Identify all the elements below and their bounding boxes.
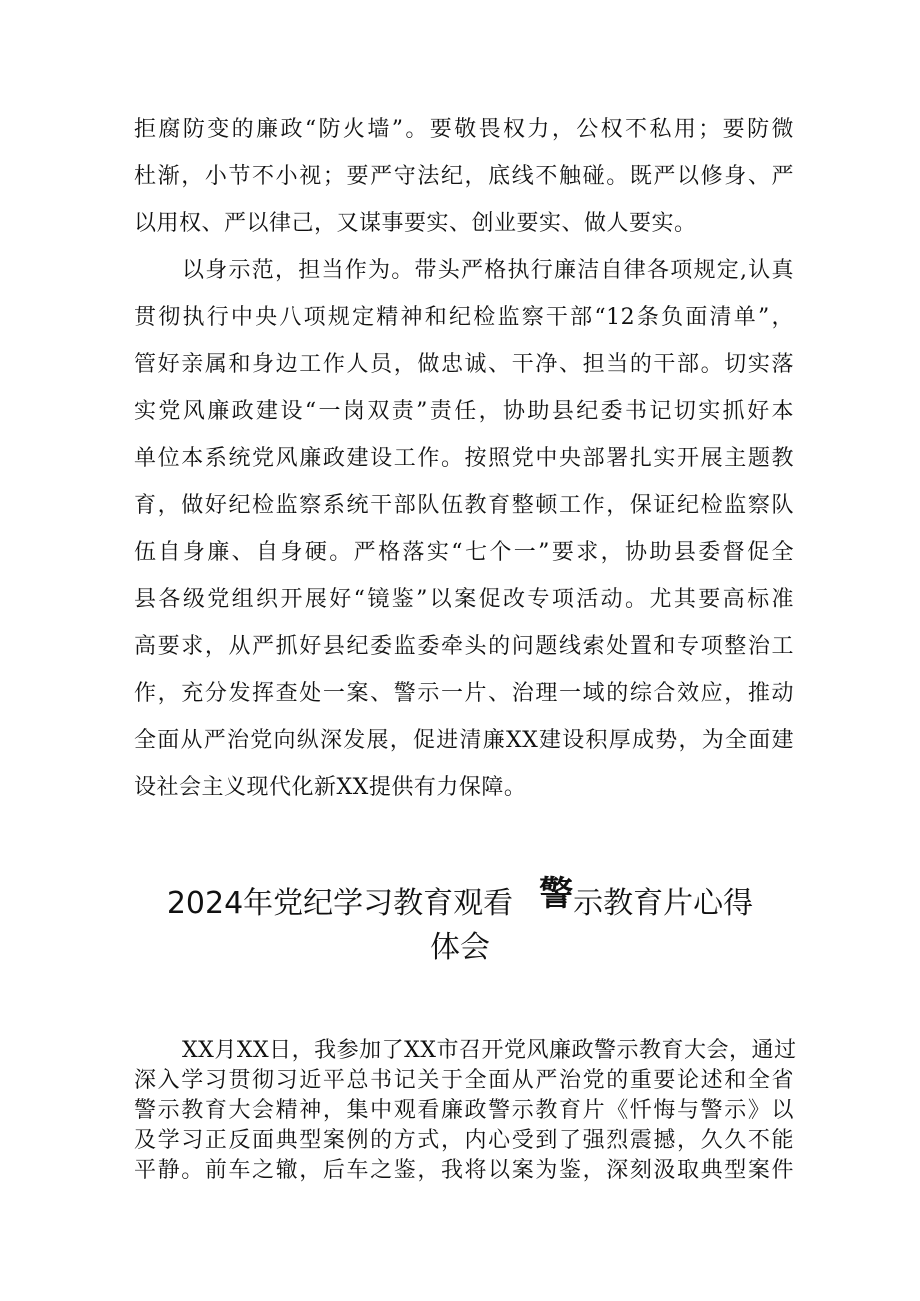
text-line: XX月XX日，我参加了XX市召开党风廉政警示教育大会，通过 [182, 1038, 797, 1063]
title-part-1: 2024年党纪学习教育观看 [166, 886, 514, 921]
title-part-2: 警 [539, 874, 574, 914]
text-line: 全面从严治党向纵深发展，促进清廉XX建设积厚成势，为全面建 [134, 728, 794, 753]
text-line: 县各级党组织开展好“镜鉴”以案促改专项活动。尤其要高标准 [134, 587, 794, 612]
title-line-2: 体会 [430, 930, 490, 965]
text-line: 杜渐，小节不小视；要严守法纪，底线不触碰。既严以修身、严 [134, 164, 794, 189]
text-line: 育，做好纪检监察系统干部队伍教育整顿工作，保证纪检监察队 [134, 493, 794, 518]
title-line-1 [0, 874, 920, 922]
text-line: 单位本系统党风廉政建设工作。按照党中央部署扎实开展主题教 [134, 446, 794, 471]
text-line: 管好亲属和身边工作人员，做忠诚、干净、担当的干部。切实落 [134, 352, 794, 377]
text-line: 以身示范，担当作为。带头严格执行廉洁自律各项规定,认真 [182, 258, 794, 283]
text-line: 实党风廉政建设“一岗双责”责任，协助县纪委书记切实抓好本 [134, 399, 794, 424]
text-line: 拒腐防变的廉政“防火墙”。要敬畏权力，公权不私用；要防微 [134, 117, 794, 142]
text-line: 警示教育大会精神，集中观看廉政警示教育片《忏悔与警示》以 [134, 1098, 794, 1123]
text-line: 以用权、严以律己，又谋事要实、创业要实、做人要实。 [134, 211, 697, 236]
text-line: 作，充分发挥查处一案、警示一片、治理一域的综合效应，推动 [134, 681, 794, 706]
text-line: 伍自身廉、自身硬。严格落实“七个一”要求，协助县委督促全 [134, 540, 794, 565]
text-line: 高要求，从严抓好县纪委监委牵头的问题线索处置和专项整治工 [134, 634, 794, 659]
text-line: 深入学习贯彻习近平总书记关于全面从严治党的重要论述和全省 [134, 1068, 794, 1093]
text-line: 设社会主义现代化新XX提供有力保障。 [134, 775, 527, 800]
text-line: 及学习正反面典型案例的方式，内心受到了强烈震撼，久久不能 [134, 1128, 794, 1153]
text-line: 平静。前车之辙，后车之鉴，我将以案为鉴，深刻汲取典型案件 [134, 1158, 794, 1183]
text-line: 贯彻执行中央八项规定精神和纪检监察干部“12条负面清单”， [134, 305, 794, 330]
title-part-3: 示教育片心得 [573, 886, 754, 921]
